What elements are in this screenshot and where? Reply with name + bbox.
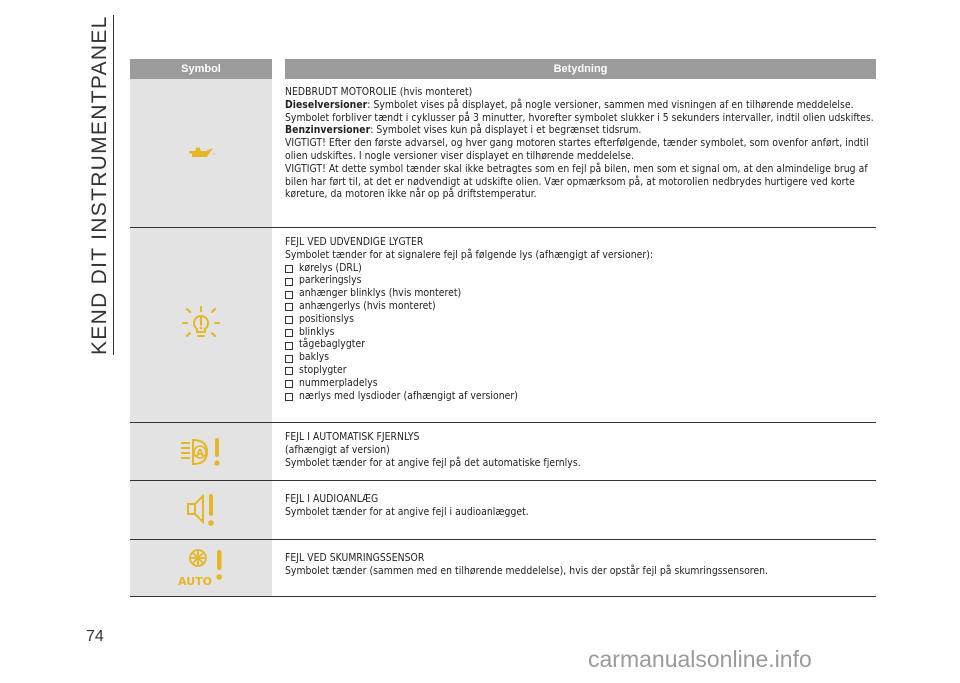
symbol-cell: [130, 481, 272, 539]
oil-can-icon: [186, 145, 216, 161]
symbol-table: [130, 59, 876, 597]
twilight-sensor-fault-icon: [176, 547, 226, 589]
table-row: [130, 481, 876, 540]
list-item: [285, 390, 876, 403]
row-intro: Symbolet tænder for at signalere fejl på følgende lys (afhængigt af versioner):: [285, 248, 654, 261]
row-line3: Symbolet tænder for at angive fejl på det automatiske fjernlys.: [285, 456, 581, 469]
row-title: NEDBRUDT MOTOROLIE (hvis monteret): [285, 86, 473, 98]
list-item: [285, 326, 876, 339]
diesel-label: Dieselversioner: [285, 98, 368, 111]
symbol-cell: [130, 228, 272, 422]
checkbox-bullet-icon: [285, 393, 293, 401]
list-item-label: kørelys (DRL): [299, 261, 362, 274]
table-row: [130, 540, 876, 597]
checkbox-bullet-icon: [285, 355, 293, 363]
petrol-label: Benzinversioner: [285, 124, 371, 137]
audio-fault-icon: [186, 491, 216, 529]
checkbox-bullet-icon: [285, 367, 293, 375]
petrol-text: : Symbolet vises kun på displayet i et begrænset tidsrum.: [370, 124, 642, 137]
list-item: [285, 262, 876, 275]
row-title: FEJL I AUDIOANLÆG: [285, 493, 379, 505]
header-meaning: Betydning: [553, 63, 608, 75]
important-note-2: VIGTIGT! At dette symbol tænder skal ikke betragtes som en fejl på bilen, men som et signal om, at den almindelige brug af bilen har ført til, at det er nødvendigt at udskifte olien. Vær opmærksom på, at motorolien nedbrydes hurtigere ved korte køreture, da motoren ikke når op på driftstemperatur.: [285, 162, 868, 201]
list-item-label: nærlys med lysdioder (afhængigt af versioner): [299, 389, 518, 402]
list-item-label: nummerpladelys: [299, 376, 378, 389]
list-item-label: blinklys: [299, 325, 335, 338]
light-list: [285, 262, 876, 403]
list-item-label: anhænger blinklys (hvis monteret): [299, 287, 462, 300]
symbol-cell: [130, 540, 272, 596]
list-item: [285, 274, 876, 287]
row-title: FEJL I AUTOMATISK FJERNLYS: [285, 431, 420, 443]
meaning-cell: [285, 228, 876, 422]
row-line2: Symbolet tænder (sammen med en tilhørende meddelelse), hvis der opstår fejl på skumringssensoren.: [285, 564, 769, 577]
list-item-label: baklys: [299, 351, 330, 364]
important-note-1: VIGTIGT! Efter den første advarsel, og hver gang motoren startes efterfølgende, tænder symbolet, som ovenfor anført, indtil olien udskiftes. I nogle versioner viser displayet en tilhørende meddelelse.: [285, 137, 869, 162]
symbol-cell: [130, 423, 272, 480]
list-item: [285, 351, 876, 364]
list-item-label: parkeringslys: [299, 274, 362, 287]
checkbox-bullet-icon: [285, 265, 293, 273]
list-item: [285, 300, 876, 313]
svg-text:A: A: [196, 447, 204, 459]
checkbox-bullet-icon: [285, 291, 293, 299]
row-line2: (afhængigt af version): [285, 443, 390, 456]
diesel-text: : Symbolet vises på displayet, på nogle versioner, sammen med visningen af en tilhørende meddelelse. Symbolet forbliver tændt i cyklusser på 3 minutter, hvorefter symbolet slukker i 5 sekunders intervaller, indtil olien udskiftes.: [285, 98, 874, 124]
list-item: [285, 313, 876, 326]
row-title: FEJL VED UDVENDIGE LYGTER: [285, 236, 424, 248]
checkbox-bullet-icon: [285, 329, 293, 337]
checkbox-bullet-icon: [285, 380, 293, 388]
chapter-title: KEND DIT INSTRUMENTPANEL: [88, 15, 114, 355]
list-item-label: positionslys: [299, 312, 355, 325]
header-symbol: Symbol: [181, 63, 221, 75]
checkbox-bullet-icon: [285, 278, 293, 286]
table-row: [130, 423, 876, 481]
meaning-cell: [285, 423, 876, 480]
list-item: [285, 364, 876, 377]
checkbox-bullet-icon: [285, 342, 293, 350]
page-number: 74: [86, 628, 104, 645]
list-item-label: anhængerlys (hvis monteret): [299, 299, 436, 312]
table-row: [130, 228, 876, 423]
row-title: FEJL VED SKUMRINGSSENSOR: [285, 552, 425, 564]
symbol-cell: [130, 79, 272, 227]
list-item-label: tågebaglygter: [299, 338, 366, 351]
meaning-cell: [285, 79, 876, 227]
row-line2: Symbolet tænder for at angive fejl i audioanlægget.: [285, 505, 529, 518]
list-item-label: stoplygter: [299, 363, 347, 376]
meaning-cell: [285, 540, 876, 596]
exterior-light-fault-icon: [181, 305, 221, 345]
auto-label: AUTO: [178, 575, 212, 588]
checkbox-bullet-icon: [285, 303, 293, 311]
list-item: [285, 287, 876, 300]
meaning-cell: [285, 481, 876, 539]
watermark: carmanualsonline.info: [588, 646, 812, 672]
list-item: [285, 338, 876, 351]
auto-high-beam-fault-icon: [179, 435, 223, 469]
checkbox-bullet-icon: [285, 316, 293, 324]
table-row: [130, 79, 876, 228]
list-item: [285, 377, 876, 390]
table-header: [130, 59, 876, 79]
